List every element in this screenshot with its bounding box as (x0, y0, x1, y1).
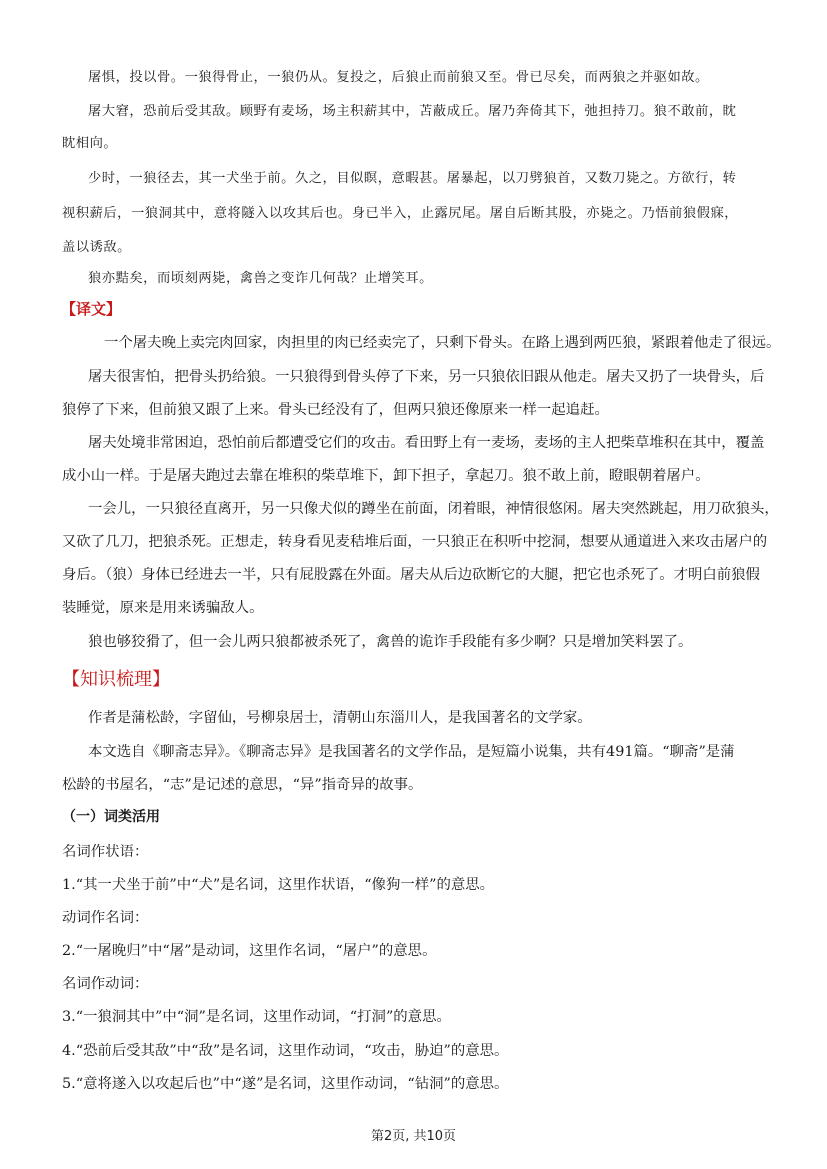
original-line-6: 盖以诱敌。 (62, 240, 131, 255)
translation-line-6: 一会儿，一只狼径直离开，另一只像犬似的蹲坐在前面，闭着眼，神情很悠闲。屠夫突然跳起，用刀砍狼头， (88, 501, 779, 517)
original-line-1: 屠惧，投以骨。一狼得骨止，一狼仍从。复投之，后狼止而前狼又至。骨已尽矣，而两狼之并驱如故。 (88, 70, 709, 85)
original-line-4: 少时，一狼径去，其一犬坐于前。久之，目似瞑，意暇甚。屠暴起，以刀劈狼首，又数刀毙之。方欲行，转 (88, 171, 737, 186)
section-line-2: 1.“其一犬坐于前”中“犬”是名词，这里作状语，“像狗一样”的意思。 (62, 877, 495, 893)
knowledge-header: 【知识梳理】 (62, 669, 170, 690)
translation-line-7: 又砍了几刀，把狼杀死。正想走，转身看见麦秸堆后面，一只狼正在积听中挖洞，想要从通道进入来攻击屠户的 (62, 534, 768, 550)
section-title: （一）词类活用 (62, 809, 160, 825)
original-line-2: 屠大窘，恐前后受其敌。顾野有麦场，场主积薪其中，苫蔽成丘。屠乃奔倚其下，弛担持刀。狼不敢前，眈 (88, 104, 737, 119)
knowledge-line-1: 作者是蒲松龄，字留仙，号柳泉居士，清朝山东淄川人，是我国著名的文学家。 (88, 710, 592, 726)
section-line-6: 3.“一狼洞其中”中“洞”是名词，这里作动词，“打洞”的意思。 (62, 1009, 451, 1025)
section-line-8: 5.“意将遂入以攻起后也”中“遂”是名词，这里作动词，“钻洞”的意思。 (62, 1076, 509, 1092)
translation-line-10: 狼也够狡猾了，但一会儿两只狼都被杀死了，禽兽的诡诈手段能有多少啊？只是增加笑料罢了。 (88, 634, 693, 650)
section-line-4: 2.“一屠晚归”中“屠”是动词，这里作名词，“屠户”的意思。 (62, 943, 437, 959)
original-line-7: 狼亦黠矣，而顷刻两毙，禽兽之变诈几何哉？止增笑耳。 (88, 271, 433, 286)
translation-line-4: 屠夫处境非常困迫，恐怕前后都遭受它们的攻击。看田野上有一麦场，麦场的主人把柴草堆积在其中，覆盖 (88, 435, 765, 451)
translation-line-8: 身后。（狼）身体已经进去一半，只有屁股露在外面。屠夫从后边砍断它的大腿，把它也杀死了。才明白前狼假 (62, 567, 760, 583)
knowledge-line-3: 松龄的书屋名，“志”是记述的意思，“异”指奇异的故事。 (62, 777, 423, 793)
section-line-1: 名词作状语： (62, 844, 149, 860)
translation-line-9: 装睡觉，原来是用来诱骗敌人。 (62, 600, 264, 616)
translation-header: 【译文】 (61, 300, 122, 318)
knowledge-line-2: 本文选自《聊斋志异》。《聊斋志异》是我国著名的文学作品，是短篇小说集，共有491篇。“聊斋”是蒲 (88, 744, 735, 760)
page-footer: 第2页, 共10页 (370, 1129, 457, 1144)
section-line-5: 名词作动词： (62, 976, 149, 992)
section-line-3: 动词作名词： (62, 910, 149, 926)
translation-line-5: 成小山一样。于是屠夫跑过去靠在堆积的柴草堆下，卸下担子，拿起刀。狼不敢上前，瞪眼朝着屠户。 (62, 468, 710, 484)
translation-line-3: 狼停了下来，但前狼又跟了上来。骨头已经没有了，但两只狼还像原来一样一起追赶。 (62, 402, 609, 418)
translation-line-1: 一个屠夫晚上卖完肉回家，肉担里的肉已经卖完了，只剩下骨头。在路上遇到两匹狼，紧跟着他走了很远。 (104, 335, 781, 351)
original-line-5: 视积薪后，一狼洞其中，意将隧入以攻其后也。身已半入，止露尻尾。屠自后断其股，亦毙之。乃悟前狼假寐， (62, 206, 739, 221)
translation-line-2: 屠夫很害怕，把骨头扔给狼。一只狼得到骨头停了下来，另一只狼依旧跟从他走。屠夫又扔了一块骨头，后 (88, 369, 765, 385)
original-line-3: 眈相向。 (62, 136, 118, 151)
section-line-7: 4.“恐前后受其敌”中“敌”是名词，这里作动词，“攻击，胁迫”的意思。 (62, 1043, 509, 1059)
